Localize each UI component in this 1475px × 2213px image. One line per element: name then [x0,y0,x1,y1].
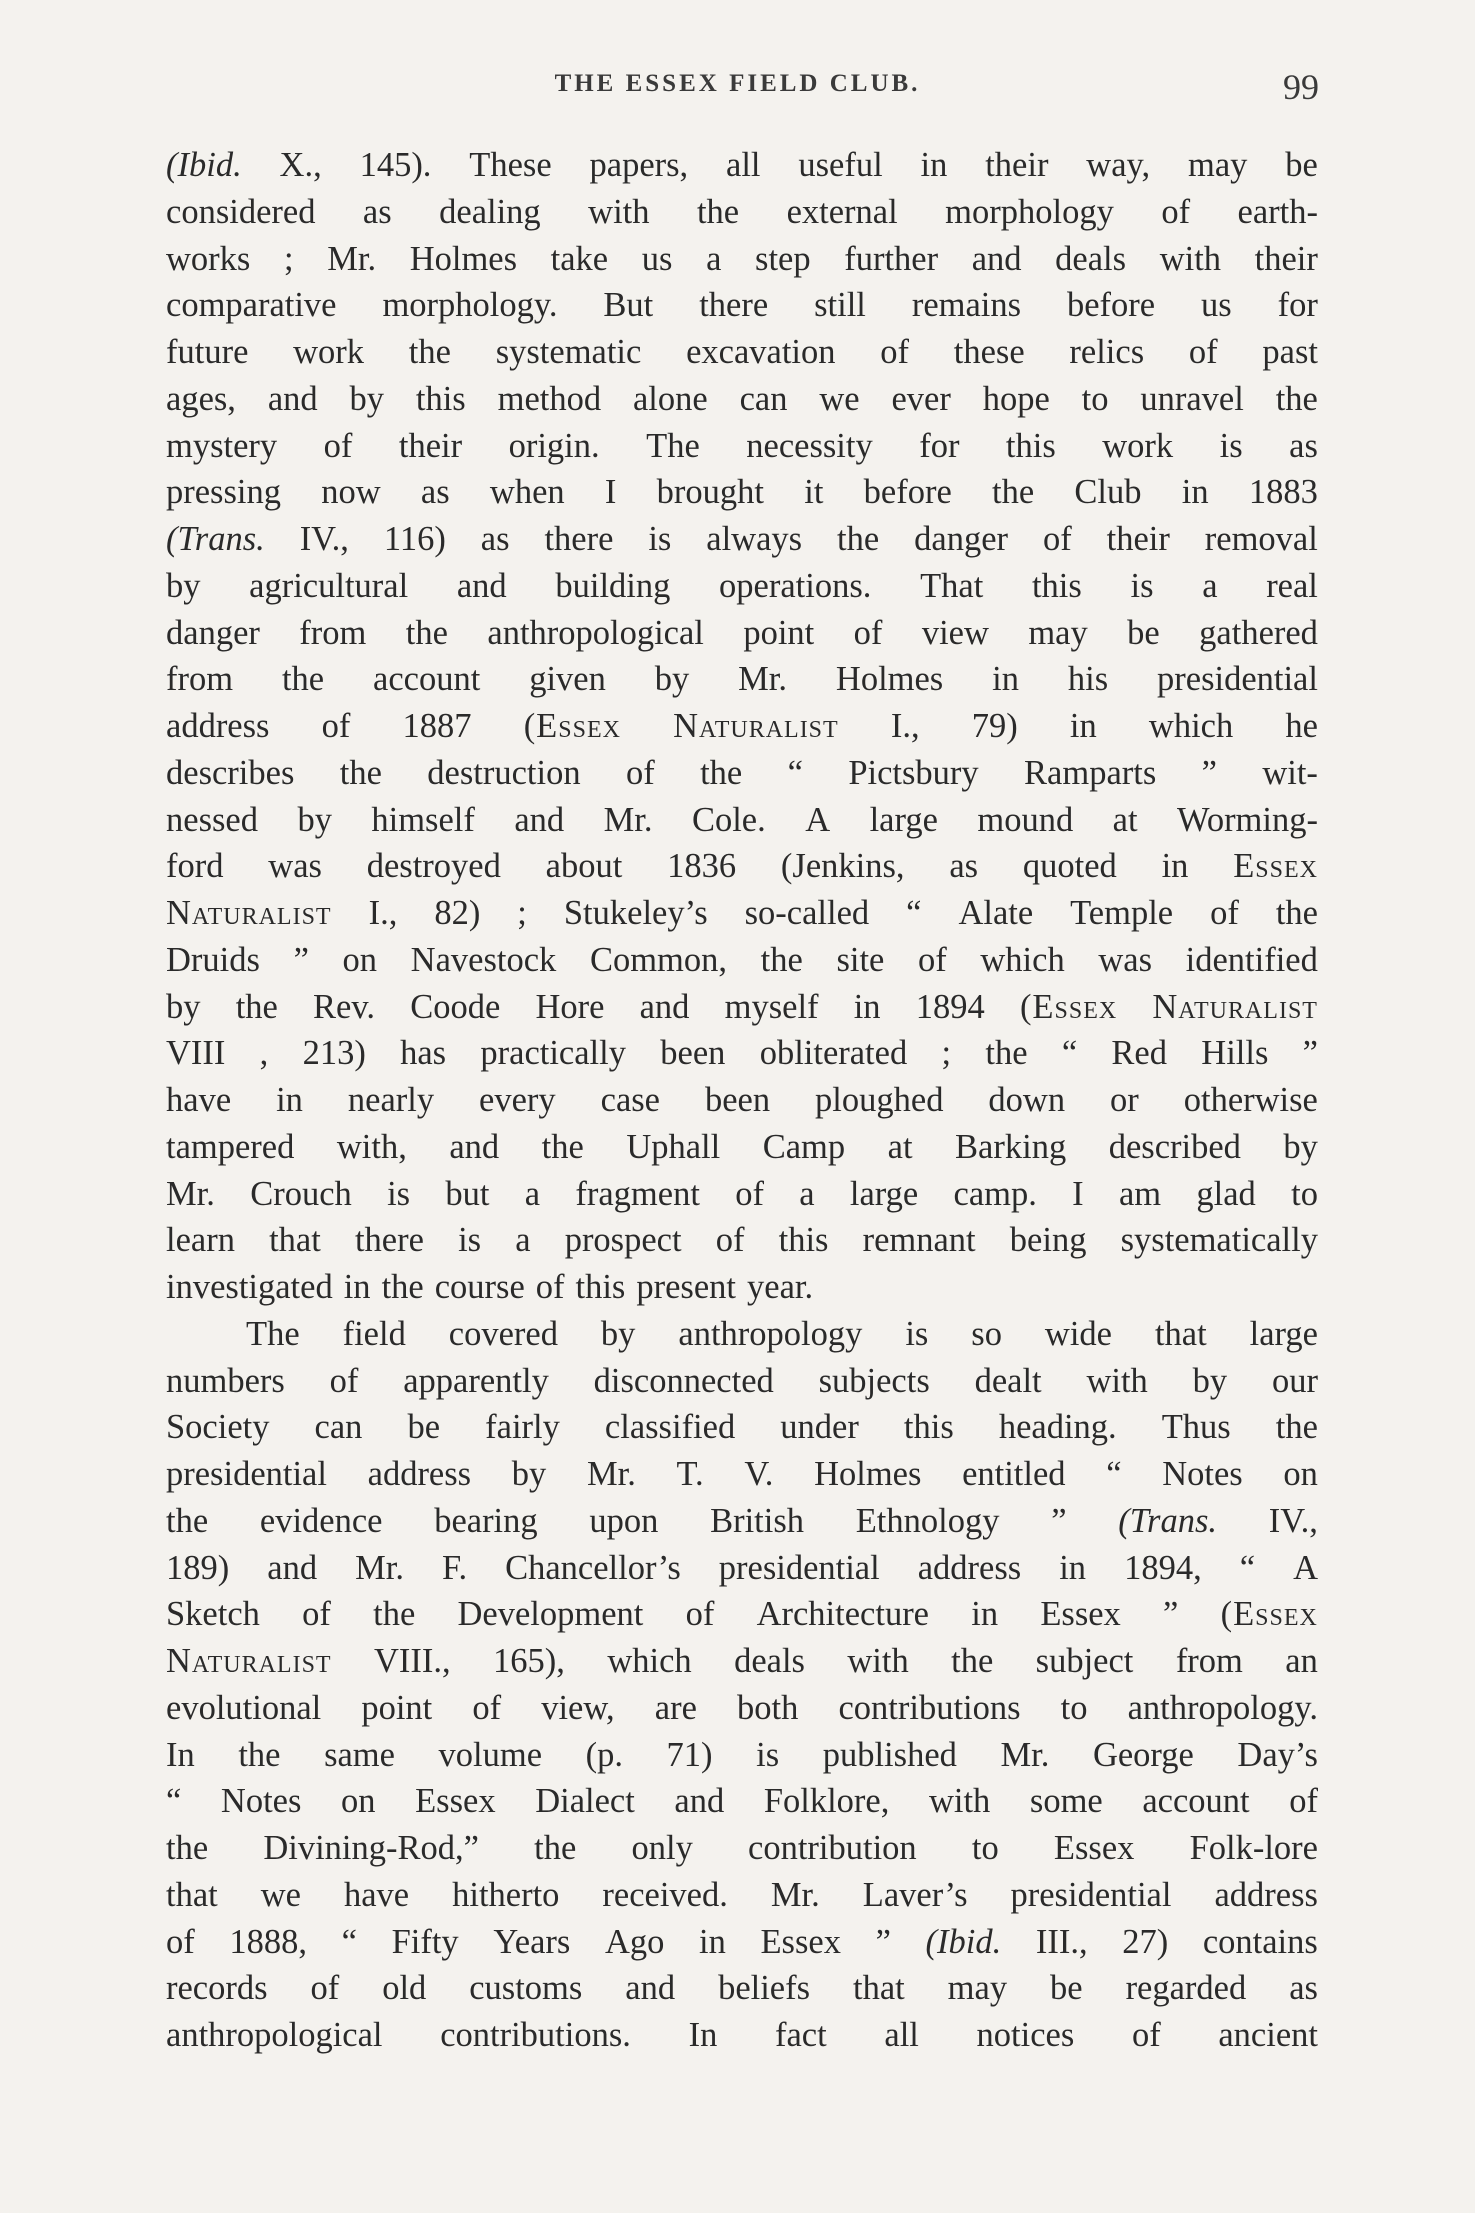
text-line: The field covered by anthropology is so wide that large [246,1314,1318,1353]
running-title: THE ESSEX FIELD CLUB. [554,70,921,97]
text-line: danger from the anthropological point of view may be gathered [166,613,1318,652]
text-line: nessed by himself and Mr. Cole. A large mound at Worming- [166,800,1318,839]
text-line: VIII , 213) has practically been obliterated ; the “ Red Hills ” [166,1034,1318,1073]
text-line: 189) and Mr. F. Chancellor’s presidential address in 1894, “ A [166,1548,1318,1587]
text-line: (Ibid. X., 145). These papers, all useful in their way, may be [166,146,1318,184]
text-line: Sketch of the Development of Architecture in Essex ” (Essex [166,1595,1318,1634]
text-line: “ Notes on Essex Dialect and Folklore, with some account of [166,1782,1318,1821]
text-line: of 1888, “ Fifty Years Ago in Essex ” (Ibid. III., 27) contains [166,1922,1318,1961]
text-line: the evidence bearing upon British Ethnology ” (Trans. IV., [166,1501,1318,1540]
text-line: works ; Mr. Holmes take us a step further and deals with their [166,239,1318,278]
text-line: Society can be fairly classified under this heading. Thus the [166,1408,1318,1447]
text-line: that we have hitherto received. Mr. Laver’s presidential address [166,1875,1318,1914]
body-text [166,142,1318,2059]
text-line: considered as dealing with the external morphology of earth- [166,192,1318,231]
text-line: anthropological contributions. In fact all notices of ancient [166,2016,1318,2054]
text-line: Naturalist I., 82) ; Stukeley’s so-called “ Alate Temple of the [166,894,1318,932]
text-line: by the Rev. Coode Hore and myself in 1894 (Essex Naturalist [166,987,1318,1026]
text-line: Naturalist VIII., 165), which deals with the subject from an [166,1642,1318,1680]
text-line: In the same volume (p. 71) is published Mr. George Day’s [166,1735,1318,1774]
text-line: tampered with, and the Uphall Camp at Barking described by [166,1127,1318,1166]
text-line: from the account given by Mr. Holmes in his presidential [166,660,1318,699]
text-line: evolutional point of view, are both contributions to anthropology. [166,1688,1318,1727]
page-number: 99 [1283,67,1319,107]
text-line: future work the systematic excavation of these relics of past [166,333,1318,371]
text-line: pressing now as when I brought it before the Club in 1883 [166,473,1318,512]
text-line: presidential address by Mr. T. V. Holmes entitled “ Notes on [166,1455,1318,1493]
text-line: Mr. Crouch is but a fragment of a large camp. I am glad to [166,1174,1318,1213]
text-line: numbers of apparently disconnected subjects dealt with by our [166,1361,1318,1400]
text-line: mystery of their origin. The necessity for this work is as [166,426,1318,465]
text-line: ages, and by this method alone can we ever hope to unravel the [166,379,1318,418]
text-line: records of old customs and beliefs that may be regarded as [166,1969,1318,2008]
text-line: the Divining-Rod,” the only contribution to Essex Folk-lore [166,1829,1318,1867]
text-line: (Trans. IV., 116) as there is always the danger of their removal [166,520,1318,558]
text-line: by agricultural and building operations. That this is a real [166,566,1318,605]
text-line: comparative morphology. But there still remains before us for [166,286,1318,325]
text-line: investigated in the course of this present year. [166,1268,814,1306]
text-line: address of 1887 (Essex Naturalist I., 79) in which he [166,707,1318,745]
text-line: have in nearly every case been ploughed down or otherwise [166,1081,1318,1119]
text-line: ford was destroyed about 1836 (Jenkins, as quoted in Essex [166,847,1318,886]
text-line: learn that there is a prospect of this remnant being systematically [166,1221,1318,1260]
page-header [0,67,1475,120]
text-line: describes the destruction of the “ Pictsbury Ramparts ” wit- [166,753,1318,792]
text-line: Druids ” on Navestock Common, the site of which was identified [166,940,1318,979]
